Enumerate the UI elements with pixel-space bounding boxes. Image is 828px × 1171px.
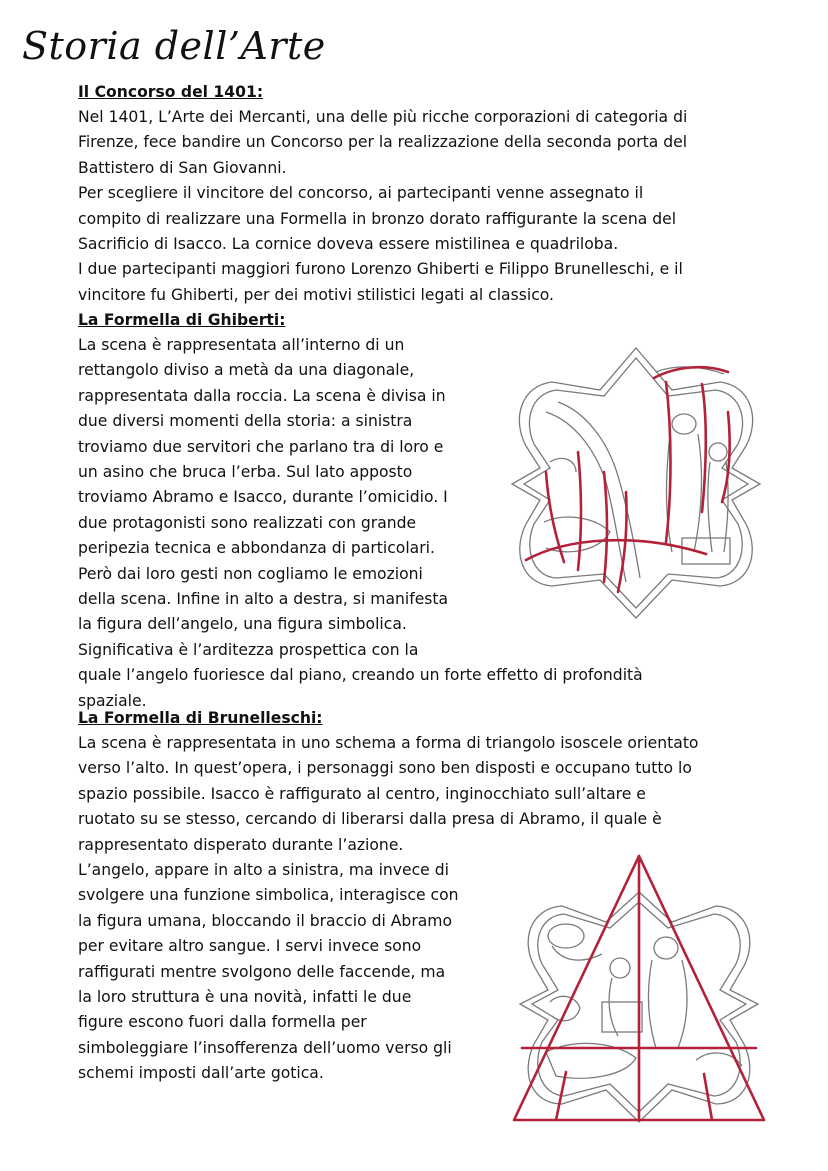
text-line: quale l’angelo fuoriesce dal piano, creando un forte effetto di profondità <box>78 666 643 685</box>
text-line: Battistero di San Giovanni. <box>78 158 287 177</box>
text-line: troviamo due servitori che parlano tra di loro e <box>78 437 444 456</box>
text-line: della scena. Infine in alto a destra, si manifesta <box>78 590 449 609</box>
text-line: rappresentata dalla roccia. La scena è divisa in <box>78 386 446 405</box>
text-line: spaziale. <box>78 691 147 710</box>
text-line: peripezia tecnica e abbondanza di particolari. <box>78 539 435 558</box>
text-line: la figura dell’angelo, una figura simbolica. <box>78 615 407 634</box>
text-line: Per scegliere il vincitore del concorso, ai partecipanti venne assegnato il <box>78 184 644 203</box>
text-line: La scena è rappresentata all’interno di un <box>78 336 405 354</box>
page-title: Storia dell’Arte <box>22 24 326 68</box>
text-line: rappresentato disperato durante l’azione. <box>78 835 404 854</box>
section-heading-concorso: Il Concorso del 1401: <box>78 83 264 101</box>
ghiberti-panel-illustration <box>506 342 766 624</box>
text-line: simboleggiare l’insofferenza dell’uomo verso gli <box>78 1038 452 1057</box>
text-line: la figura umana, bloccando il braccio di Abramo <box>78 911 453 930</box>
text-line: la loro struttura è una novità, infatti le due <box>78 988 412 1007</box>
text-line: spazio possibile. Isacco è raffigurato al centro, inginocchiato sull’altare e <box>78 784 646 803</box>
text-line: La scena è rappresentata in uno schema a forma di triangolo isoscele orientato <box>78 734 699 752</box>
text-line: Firenze, fece bandire un Concorso per la realizzazione della seconda porta del <box>78 133 688 152</box>
text-line: un asino che bruca l’erba. Sul lato apposto <box>78 463 413 482</box>
text-line: L’angelo, appare in alto a sinistra, ma invece di <box>78 861 449 880</box>
text-line: Sacrificio di Isacco. La cornice doveva essere mistilinea e quadriloba. <box>78 235 619 254</box>
text-line: Però dai loro gesti non cogliamo le emozioni <box>78 564 423 583</box>
text-line: due protagonisti sono realizzati con grande <box>78 513 417 532</box>
text-line: schemi imposti dall’arte gotica. <box>78 1064 324 1083</box>
brunelleschi-panel-illustration <box>506 852 772 1132</box>
section-heading-brunelleschi: La Formella di Brunelleschi: <box>78 709 323 727</box>
text-line: raffigurati mentre svolgono delle faccende, ma <box>78 962 446 981</box>
text-line: Significativa è l’arditezza prospettica con la <box>78 640 419 659</box>
text-line: verso l’alto. In quest’opera, i personaggi sono ben disposti e occupano tutto lo <box>78 759 692 778</box>
text-line: I due partecipanti maggiori furono Lorenzo Ghiberti e Filippo Brunelleschi, e il <box>78 260 683 279</box>
text-line: ruotato su se stesso, cercando di liberarsi dalla presa di Abramo, il quale è <box>78 810 662 829</box>
text-line: figure escono fuori dalla formella per <box>78 1013 367 1032</box>
text-line: svolgere una funzione simbolica, interagisce con <box>78 886 459 905</box>
text-line: vincitore fu Ghiberti, per dei motivi stilistici legati al classico. <box>78 285 554 304</box>
text-line: Nel 1401, L’Arte dei Mercanti, una delle più ricche corporazioni di categoria di <box>78 108 688 126</box>
text-line: due diversi momenti della storia: a sinistra <box>78 412 413 431</box>
text-line: per evitare altro sangue. I servi invece sono <box>78 937 422 956</box>
text-line: troviamo Abramo e Isacco, durante l’omicidio. I <box>78 488 448 507</box>
section-heading-ghiberti: La Formella di Ghiberti: <box>78 311 286 329</box>
text-line: compito di realizzare una Formella in bronzo dorato raffigurante la scena del <box>78 209 677 228</box>
section-body-concorso <box>78 105 687 308</box>
text-line: rettangolo diviso a metà da una diagonale, <box>78 361 415 380</box>
